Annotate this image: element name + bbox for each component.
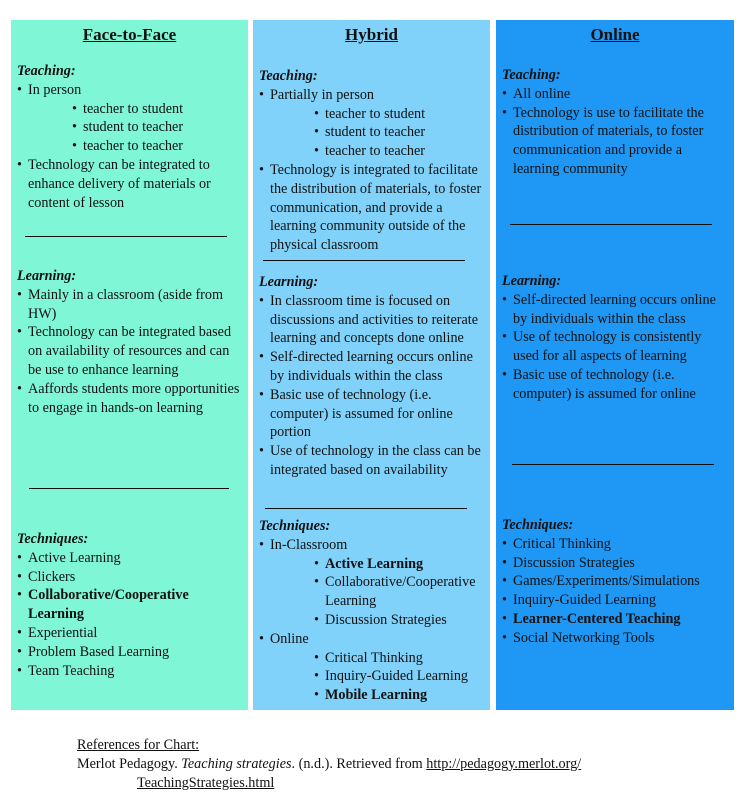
list-item: • Inquiry-Guided Learning bbox=[314, 667, 486, 686]
list-item: • Experiential bbox=[17, 624, 244, 643]
column-online bbox=[496, 20, 734, 710]
list-item: • Technology can be integrated based on availability of resources and can be use to enhance learning bbox=[17, 323, 244, 379]
divider bbox=[263, 260, 465, 261]
references bbox=[77, 736, 581, 792]
list-item: • Problem Based Learning bbox=[17, 643, 244, 662]
techniques-section bbox=[502, 516, 730, 648]
list-item: • Active Learning bbox=[17, 549, 244, 568]
list-item: • Learner-Centered Teaching bbox=[502, 610, 730, 629]
divider bbox=[25, 236, 227, 237]
column-face-to-face bbox=[11, 20, 248, 710]
list-item: • Use of technology is consistently used for all aspects of learning bbox=[502, 328, 730, 366]
list-item: • Aaffords students more opportunities to engage in hands-on learning bbox=[17, 380, 244, 418]
list-item: • Self-directed learning occurs online by individuals within the class bbox=[502, 291, 730, 329]
list-item: • Use of technology in the class can be integrated based on availability bbox=[259, 442, 486, 480]
column-title: Online bbox=[590, 25, 640, 44]
reference-entry-cont bbox=[77, 774, 581, 793]
list-item: • Discussion Strategies bbox=[502, 554, 730, 573]
section-heading: Learning: bbox=[17, 268, 77, 284]
list-item: • teacher to teacher bbox=[72, 137, 244, 156]
divider bbox=[510, 224, 712, 225]
list-item: • Mainly in a classroom (aside from HW) bbox=[17, 286, 244, 324]
divider bbox=[512, 464, 714, 465]
list-item: • Critical Thinking bbox=[314, 649, 486, 668]
reference-author: Merlot Pedagogy. bbox=[77, 755, 182, 772]
list-item: • Technology can be integrated to enhance delivery of materials or content of lesson bbox=[17, 156, 244, 212]
learning-section bbox=[259, 273, 486, 480]
list-item: • Technology is integrated to facilitate the distribution of materials, to foster communication, and provide a learning community outside of the physical classroom bbox=[259, 161, 486, 255]
list-item: • Social Networking Tools bbox=[502, 629, 730, 648]
teaching-section bbox=[502, 66, 730, 179]
divider bbox=[265, 508, 467, 509]
list-item: • Team Teaching bbox=[17, 662, 244, 681]
learning-section bbox=[502, 272, 730, 404]
list-item: • Technology is use to facilitate the distribution of materials, to foster communication and provide a learning community bbox=[502, 104, 730, 179]
list-item: • teacher to student bbox=[72, 100, 244, 119]
list-item: • Inquiry-Guided Learning bbox=[502, 591, 730, 610]
section-heading: Teaching: bbox=[259, 68, 318, 84]
reference-details: . (n.d.). Retrieved from bbox=[291, 755, 427, 772]
column-title: Hybrid bbox=[345, 25, 398, 44]
section-heading: Learning: bbox=[259, 274, 319, 290]
list-item: • In person • teacher to student • student to teacher • teacher to teacher bbox=[17, 81, 244, 156]
section-heading: Teaching: bbox=[502, 67, 561, 83]
section-heading: Techniques: bbox=[259, 518, 331, 534]
list-item: • student to teacher bbox=[72, 118, 244, 137]
techniques-section bbox=[17, 530, 244, 680]
list-item: • teacher to student bbox=[314, 105, 486, 124]
list-item: • Basic use of technology (i.e. computer) is assumed for online bbox=[502, 366, 730, 404]
list-item: • teacher to teacher bbox=[314, 142, 486, 161]
reference-entry bbox=[77, 755, 581, 774]
techniques-section bbox=[259, 517, 486, 705]
column-hybrid bbox=[253, 20, 490, 710]
learning-section bbox=[17, 267, 244, 417]
column-title: Face-to-Face bbox=[82, 25, 177, 44]
list-item: • Partially in person • teacher to student • student to teacher • teacher to teacher bbox=[259, 86, 486, 161]
section-heading: Teaching: bbox=[17, 63, 76, 79]
reference-link[interactable]: http://pedagogy.merlot.org/ bbox=[426, 755, 582, 772]
list-item: • Games/Experiments/Simulations bbox=[502, 572, 730, 591]
section-heading: Learning: bbox=[502, 273, 562, 289]
list-item: • Clickers bbox=[17, 568, 244, 587]
list-item: • Self-directed learning occurs online by individuals within the class bbox=[259, 348, 486, 386]
list-item: • In-Classroom • Active Learning • Collaborative/Cooperative Learning • Discussion Strategies bbox=[259, 536, 486, 630]
list-item: • student to teacher bbox=[314, 123, 486, 142]
list-item: • Online • Critical Thinking • Inquiry-Guided Learning • Mobile Learning bbox=[259, 630, 486, 705]
list-item: • Collaborative/Cooperative Learning bbox=[17, 586, 244, 624]
list-item: • In classroom time is focused on discussions and activities to reiterate learning and concepts done online bbox=[259, 292, 486, 348]
list-item: • Basic use of technology (i.e. computer) is assumed for online portion bbox=[259, 386, 486, 442]
section-heading: Techniques: bbox=[17, 531, 89, 547]
list-item: • Critical Thinking bbox=[502, 535, 730, 554]
list-item: • Discussion Strategies bbox=[314, 611, 486, 630]
reference-title: Teaching strategies bbox=[181, 755, 292, 772]
teaching-section bbox=[17, 62, 244, 212]
list-item: • Collaborative/Cooperative Learning bbox=[314, 573, 486, 611]
teaching-section bbox=[259, 67, 486, 255]
divider bbox=[29, 488, 229, 489]
section-heading: Techniques: bbox=[502, 517, 574, 533]
reference-link[interactable]: TeachingStrategies.html bbox=[137, 774, 275, 791]
list-item: • All online bbox=[502, 85, 730, 104]
list-item: • Active Learning bbox=[314, 555, 486, 574]
references-heading: References for Chart: bbox=[77, 737, 200, 753]
list-item: • Mobile Learning bbox=[314, 686, 486, 705]
